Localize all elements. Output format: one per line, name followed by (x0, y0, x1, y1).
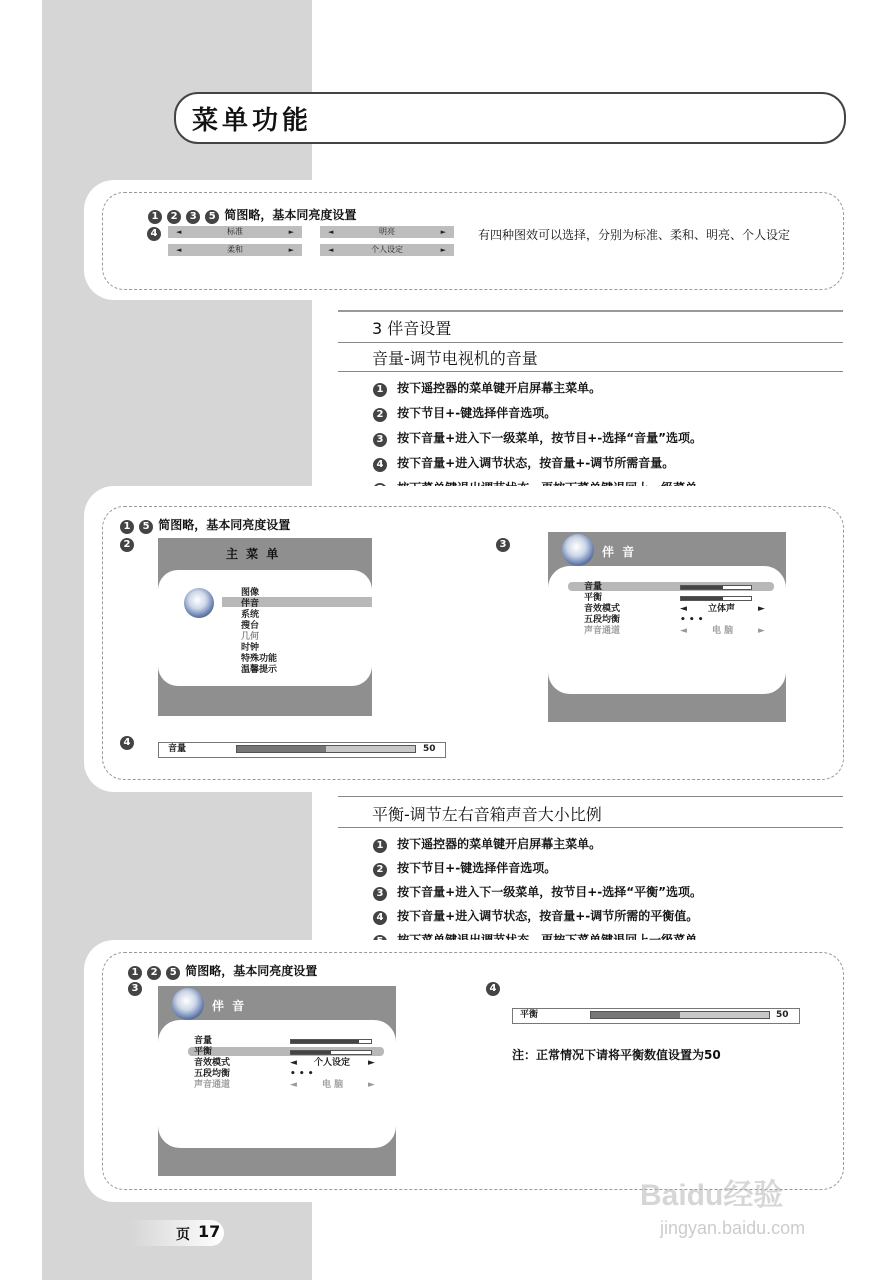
step-marker: 1 (148, 210, 162, 224)
section-rule (338, 342, 843, 343)
option-bright: ◄ 明亮 ► (320, 226, 454, 238)
menu-item: 几何 (241, 632, 260, 642)
page-label: 页 (176, 1227, 190, 1243)
sound-avatar-icon (562, 534, 594, 566)
menu-item: 搜台 (241, 621, 260, 631)
option-soft: ◄ 柔和 ► (168, 244, 302, 256)
menu-item: 五段均衡 • • • (584, 615, 704, 625)
step-marker: 3 (496, 538, 510, 552)
step-marker: 3 (186, 210, 200, 224)
sound-menu-list (194, 1036, 394, 1091)
menu-item: 伴音 (241, 599, 260, 609)
menu-item: 音量 (584, 582, 784, 593)
volume-title: 音量-调节电视机的音量 (372, 349, 538, 368)
box1-description: 有四种图效可以选择，分别为标准、柔和、明亮、个人设定 (478, 228, 791, 242)
list-item: 2 按下节目+-键选择伴音选项。 (373, 857, 843, 881)
balance-bar-value: 50 (776, 1010, 789, 1020)
option-personal: ◄ 个人设定 ► (320, 244, 454, 256)
step-marker: 2 (167, 210, 181, 224)
box2-step-markers: 1 5 简图略，基本同亮度设置 (120, 514, 290, 534)
menu-item: 音效模式 ◄ 立体声 ► (584, 604, 765, 614)
menu-item: 声音通道 ◄ 电 脑 ► (194, 1080, 375, 1090)
page-title: 菜单功能 (192, 106, 313, 136)
box2-caption: 简图略，基本同亮度设置 (158, 518, 291, 532)
menu-item: 系统 (241, 610, 260, 620)
box1-caption: 简图略，基本同亮度设置 (224, 208, 357, 222)
sound-avatar-icon (184, 588, 214, 618)
box1-step-markers (148, 204, 356, 224)
balance-bar-track (590, 1011, 770, 1019)
section-rule (338, 796, 843, 797)
menu-item: 特殊功能 (241, 654, 278, 664)
step-marker: 4 (486, 982, 500, 996)
menu-item: 时钟 (241, 643, 260, 653)
list-item: 3 按下音量+进入下一级菜单，按节目+-选择“音量”选项。 (373, 427, 843, 452)
step-marker: 5 (205, 210, 219, 224)
sound-avatar-icon (172, 988, 204, 1020)
menu-item: 音量 (194, 1036, 394, 1047)
page-number: 17 (198, 1222, 221, 1241)
volume-bar-value: 50 (423, 744, 436, 754)
volume-bar-fill (237, 746, 326, 752)
step-marker: 2 (120, 538, 134, 552)
section-rule (338, 371, 843, 372)
list-item: 4 按下音量+进入调节状态，按音量+-调节所需音量。 (373, 452, 843, 477)
sound-menu-title: 伴 音 (602, 545, 637, 559)
balance-bar-label: 平衡 (520, 1010, 539, 1020)
list-item: 2 按下节目+-键选择伴音选项。 (373, 402, 843, 427)
menu-item: 平衡 (584, 593, 784, 604)
sound-menu-list (584, 582, 784, 637)
balance-note: 注：正常情况下请将平衡数值设置为50 (512, 1048, 721, 1062)
volume-bar-track (236, 745, 416, 753)
volume-bar-label: 音量 (168, 744, 187, 754)
volume-steps (373, 377, 843, 502)
menu-item: 平衡 (194, 1047, 394, 1058)
box3-caption: 简图略，基本同亮度设置 (185, 964, 318, 978)
menu-item: 五段均衡 • • • (194, 1069, 314, 1079)
menu-item: 温馨提示 (241, 665, 278, 675)
menu-item: 图像 (241, 588, 260, 598)
section-rule (338, 827, 843, 828)
list-item: 1 按下遥控器的菜单键开启屏幕主菜单。 (373, 833, 843, 857)
watermark-brand: Baidu经验 (640, 1179, 784, 1212)
option-standard: ◄ 标准 ► (168, 226, 302, 238)
menu-item: 声音通道 ◄ 电 脑 ► (584, 626, 765, 636)
balance-steps (373, 833, 843, 953)
balance-bar-fill (591, 1012, 680, 1018)
menu-item: 音效模式 ◄ 个人设定 ► (194, 1058, 375, 1068)
step-marker: 3 (128, 982, 142, 996)
step-marker: 4 (120, 736, 134, 750)
main-menu-title: 主 菜 单 (226, 547, 281, 561)
list-item: 1 按下遥控器的菜单键开启屏幕主菜单。 (373, 377, 843, 402)
section-heading: 3 伴音设置 (372, 319, 452, 338)
section-rule (338, 310, 843, 312)
list-item: 3 按下音量+进入下一级菜单，按节目+-选择“平衡”选项。 (373, 881, 843, 905)
box3-step-markers: 1 2 5 简图略，基本同亮度设置 (128, 960, 317, 980)
balance-title: 平衡-调节左右音箱声音大小比例 (372, 805, 602, 824)
list-item: 4 按下音量+进入调节状态，按音量+-调节所需的平衡值。 (373, 905, 843, 929)
step-marker: 4 (147, 227, 161, 241)
main-menu-list (241, 588, 277, 676)
sound-menu-title: 伴 音 (212, 999, 247, 1013)
watermark-url: jingyan.baidu.com (660, 1218, 806, 1238)
